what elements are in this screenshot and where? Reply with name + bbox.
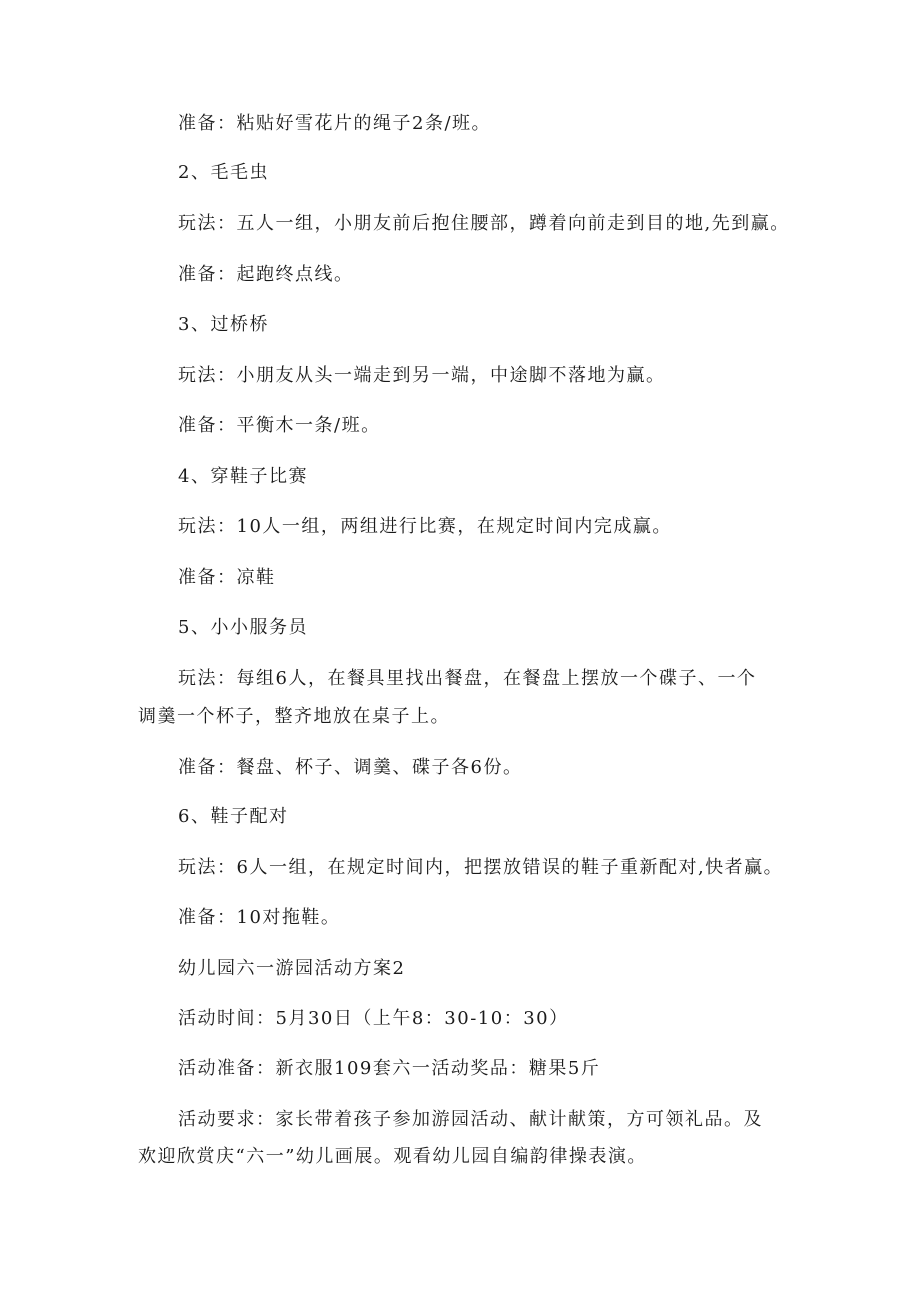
- prep-line-2: 准备：起跑终点线。: [178, 264, 354, 285]
- prep-line-4: 准备：凉鞋: [178, 567, 276, 588]
- item-heading-3: 3、过桥桥: [178, 314, 269, 335]
- item-heading-6: 6、鞋子配对: [178, 806, 289, 827]
- rules-line-5: 玩法：每组6人，在餐具里找出餐盘，在餐盘上摆放一个碟子、一个: [178, 668, 757, 689]
- prep-line-1: 准备：粘贴好雪花片的绳子2条/班。: [178, 113, 492, 134]
- rules-line-2: 玩法：五人一组，小朋友前后抱住腰部，蹲着向前走到目的地,先到赢。: [178, 213, 790, 234]
- rules-line-5-continued: 调羹一个杯子，整齐地放在桌子上。: [138, 706, 450, 727]
- item-heading-5: 5、小小服务员: [178, 617, 308, 638]
- item-heading-4: 4、穿鞋子比赛: [178, 466, 308, 487]
- item-heading-2: 2、毛毛虫: [178, 162, 269, 183]
- activity-preparation: 活动准备：新衣服109套六一活动奖品：糖果5斤: [178, 1058, 601, 1079]
- activity-requirements: 活动要求：家长带着孩子参加游园活动、献计献策，方可领礼品。及: [178, 1109, 763, 1130]
- section-title: 幼儿园六一游园活动方案2: [178, 958, 406, 979]
- activity-time: 活动时间：5月30日（上午8：30-10：30）: [178, 1008, 569, 1029]
- prep-line-3: 准备：平衡木一条/班。: [178, 415, 381, 436]
- prep-line-5: 准备：餐盘、杯子、调羹、碟子各6份。: [178, 757, 523, 778]
- rules-line-6: 玩法：6人一组，在规定时间内，把摆放错误的鞋子重新配对,快者赢。: [178, 857, 784, 878]
- rules-line-3: 玩法：小朋友从头一端走到另一端，中途脚不落地为赢。: [178, 365, 666, 386]
- activity-requirements-continued: 欢迎欣赏庆“六一”幼儿画展。观看幼儿园自编韵律操表演。: [138, 1146, 647, 1167]
- prep-line-6: 准备：10对拖鞋。: [178, 907, 341, 928]
- rules-line-4: 玩法：10人一组，两组进行比赛，在规定时间内完成赢。: [178, 516, 672, 537]
